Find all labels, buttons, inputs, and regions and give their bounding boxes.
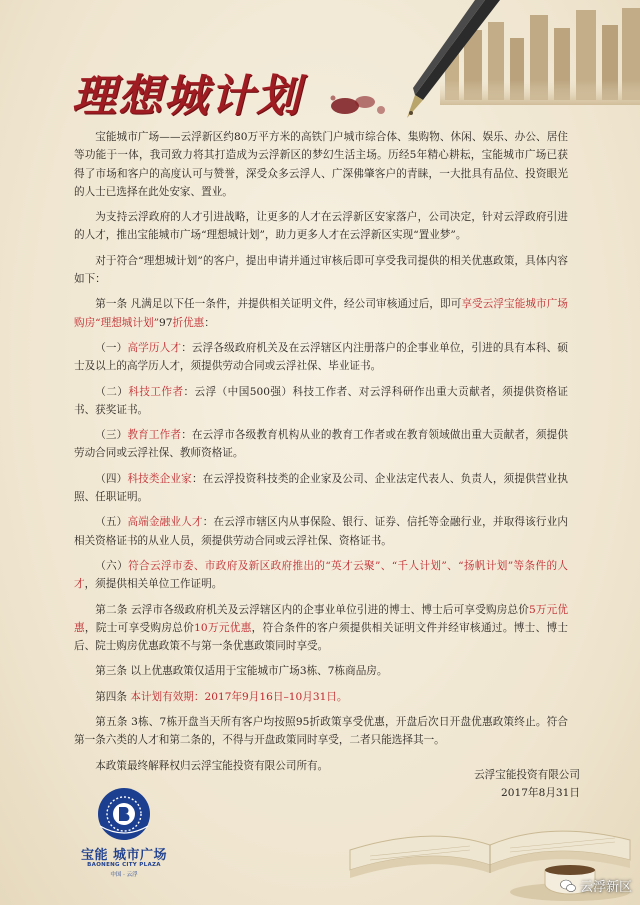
signature-date: 2017年8月31日 <box>501 787 580 799</box>
condition-6: （六）符合云浮市委、市政府及新区政府推出的“英才云聚”、“千人计划”、“扬帆计划”等条件的人才，须提供相关单位工作证明。 <box>74 559 568 591</box>
condition-4: （四）科技类企业家：在云浮投资科技类的企业家及公司、企业法定代表人、负责人，须提供营业执照、任职证明。 <box>74 472 569 504</box>
logo-english-name: BAONENG CITY PLAZA <box>87 862 161 868</box>
final-statement: 本政策最终解释权归云浮宝能投资有限公司所有。 <box>95 759 329 772</box>
ink-blot-decoration <box>325 88 395 118</box>
article-4: 第四条 本计划有效期：2017年9月16日–10月31日。 <box>95 690 348 703</box>
article-1: 第一条 凡满足以下任一条件，并提供相关证明文件，经公司审核通过后，即可享受云浮宝能城市广场购房“理想城计划”97折优惠： <box>74 298 568 329</box>
article-3: 第三条 以上优惠政策仅适用于宝能城市广场3栋、7栋商品房。 <box>95 665 388 678</box>
logo-brand-name: 宝能 城市广场 <box>80 848 168 863</box>
condition-1: （一）高学历人才：云浮各级政府机关及在云浮辖区内注册落户的企事业单位，引进的具有本科、硕士及以上的高学历人才，须提供劳动合同或云浮社保、毕业证书。 <box>74 341 569 373</box>
condition-5: （五）高端金融业人才：在云浮市辖区内从事保险、银行、证券、信托等金融行业，并取得该行业内相关资格证书的从业人员，须提供劳动合同或云浮社保、资格证书。 <box>74 516 569 547</box>
wechat-icon <box>560 879 576 893</box>
logo-emblem-icon <box>96 786 152 842</box>
fountain-pen-illustration <box>395 0 505 120</box>
purpose-paragraph: 为支持云浮政府的人才引进战略，让更多的人才在云浮新区安家落户，公司决定，针对云浮政府引进的人才，推出宝能城市广场“理想城计划”，助力更多人才在云浮新区实现“置业梦”。 <box>74 211 568 242</box>
logo-location: 中国 · 云浮 <box>110 872 138 878</box>
baoneng-logo <box>74 786 174 886</box>
policy-body <box>74 128 568 782</box>
watermark-text: 云浮新区 <box>579 880 632 895</box>
eligibility-paragraph: 对于符合“理想城计划”的客户，提出申请并通过审核后即可享受我司提供的相关优惠政策，具体内容如下： <box>74 254 568 286</box>
wechat-watermark <box>560 876 632 895</box>
page-title: 理想城计划 <box>72 71 302 122</box>
signature-company: 云浮宝能投资有限公司 <box>474 769 580 781</box>
intro-paragraph: 宝能城市广场——云浮新区约80万平方米的高铁门户城市综合体、集购物、休闲、娱乐、办公、居住等功能于一体，我司致力将其打造成为云浮新区的梦幻生活主场。历经5年精心耕耘，宝能城市广场已获得了市场和客户的高度认可与赞誉，深受众多云浮人、广深佛肇客户的青睐，一大批具有品位、投资眼光的人士已选择在此处安家、置业。 <box>74 131 568 198</box>
article-2: 第二条 云浮市各级政府机关及云浮辖区内的企事业单位引进的博士、博士后可享受购房总价5万元优惠，院士可享受购房总价10万元优惠，符合条件的客户须提供相关证明文件并经审核通过。博士、博士后、院士购房优惠政策不与第一条优惠政策同时享受。 <box>74 603 569 653</box>
condition-2: （二）科技工作者：云浮（中国500强）科技工作者、对云浮科研作出重大贡献者，须提供资格证书、获奖证书。 <box>74 385 569 416</box>
condition-3: （三）教育工作者：在云浮市各级教育机构从业的教育工作者或在教育领域做出重大贡献者，须提供劳动合同或云浮社保、教师资格证。 <box>74 429 569 460</box>
article-5: 第五条 3栋、7栋开盘当天所有客户均按照95折政策享受优惠，开盘后次日开盘优惠政策终止。符合第一条六类的人才和第二条的，不得与开盘政策同时享受，二者只能选择其一。 <box>74 716 568 747</box>
